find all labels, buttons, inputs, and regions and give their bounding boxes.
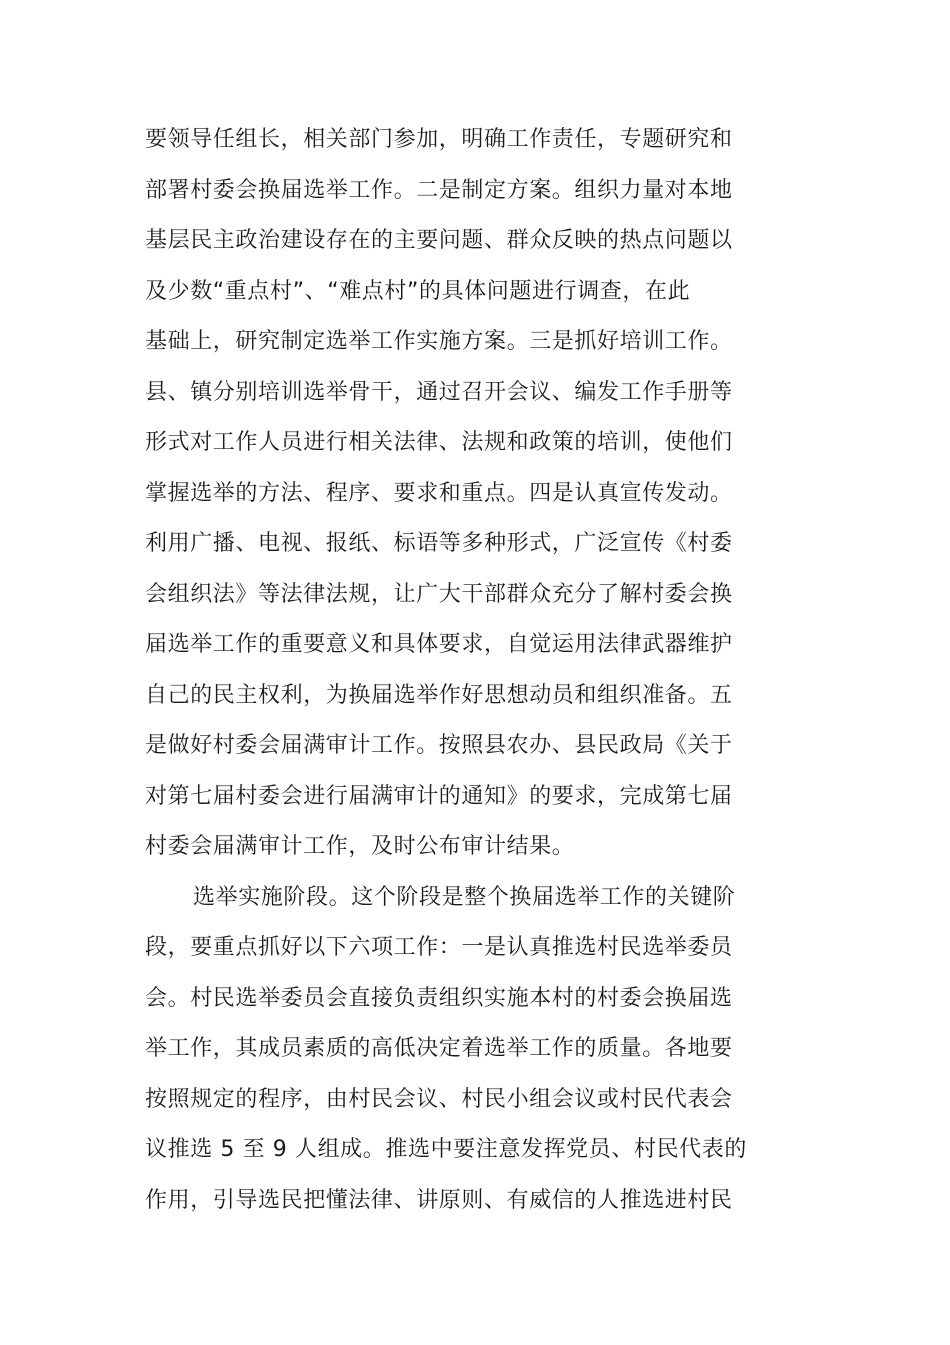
text-line: 段，要重点抓好以下六项工作：一是认真推选村民选举委员 — [145, 935, 733, 960]
text-line: 对第七届村委会进行届满审计的通知》的要求，完成第七届 — [145, 783, 733, 809]
text-line: 作用，引导选民把懂法律、讲原则、有威信的人推选进村民 — [145, 1187, 733, 1213]
text-line: 部署村委会换届选举工作。二是制定方案。组织力量对本地 — [145, 177, 733, 203]
text-line: 要领导任组长，相关部门参加，明确工作责任，专题研究和 — [145, 127, 733, 152]
text-line: 县、镇分别培训选举骨干，通过召开会议、编发工作手册等 — [145, 379, 733, 405]
text-line: 按照规定的程序，由村民会议、村民小组会议或村民代表会 — [145, 1086, 733, 1112]
text-line: 村委会届满审计工作，及时公布审计结果。 — [145, 834, 575, 859]
text-line: 议推选 5 至 9 人组成。推选中要注意发挥党员、村民代表的 — [145, 1137, 747, 1162]
text-line: 会。村民选举委员会直接负责组织实施本村的村委会换届选 — [145, 985, 733, 1011]
text-line: 自己的民主权利，为换届选举作好思想动员和组织准备。五 — [145, 682, 733, 708]
document-body — [145, 118, 785, 1229]
text-line: 届选举工作的重要意义和具体要求，自觉运用法律武器维护 — [145, 632, 733, 657]
text-line: 基础上，研究制定选举工作实施方案。三是抓好培训工作。 — [145, 329, 733, 354]
text-line: 及少数“重点村”、“难点村”的具体问题进行调查，在此 — [145, 278, 691, 304]
paragraph-start-line: 选举实施阶段。这个阶段是整个换届选举工作的关键阶 — [193, 884, 736, 910]
text-line: 举工作，其成员素质的高低决定着选举工作的质量。各地要 — [145, 1036, 733, 1061]
text-line: 基层民主政治建设存在的主要问题、群众反映的热点问题以 — [145, 228, 733, 253]
text-line: 掌握选举的方法、程序、要求和重点。四是认真宣传发动。 — [145, 480, 733, 506]
text-line: 利用广播、电视、报纸、标语等多种形式，广泛宣传《村委 — [145, 531, 733, 556]
text-line: 是做好村委会届满审计工作。按照县农办、县民政局《关于 — [145, 733, 733, 758]
text-line: 会组织法》等法律法规，让广大干部群众充分了解村委会换 — [145, 581, 733, 607]
text-line: 形式对工作人员进行相关法律、法规和政策的培训，使他们 — [145, 430, 733, 455]
